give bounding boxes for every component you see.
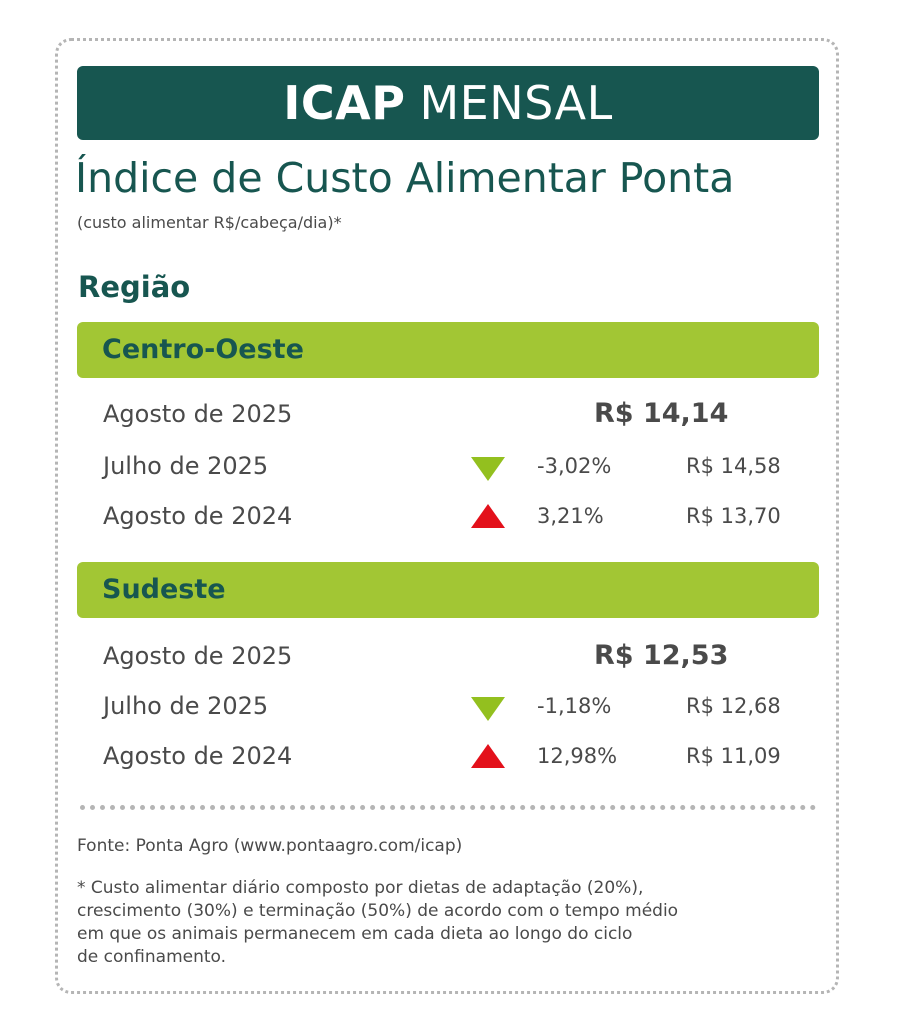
region-row-comparison: [0, 502, 916, 542]
region-label: Região: [78, 270, 191, 304]
region-name: Sudeste: [102, 574, 226, 605]
footnote-line: de confinamento.: [77, 947, 227, 967]
region-row-current: [0, 400, 916, 440]
source-note: Fonte: Ponta Agro (www.pontaagro.com/icap): [77, 836, 463, 856]
header-banner: [77, 66, 819, 140]
footnote-line: crescimento (30%) e terminação (50%) de acordo com o tempo médio: [77, 901, 679, 921]
row-period: Julho de 2025: [103, 692, 269, 720]
page-subtitle: (custo alimentar R$/cabeça/dia)*: [77, 213, 342, 232]
row-change: -1,18%: [537, 694, 612, 718]
row-value: R$ 14,58: [686, 454, 781, 478]
footnote: [77, 877, 797, 969]
triangle-up-icon: [471, 744, 505, 768]
row-period: Agosto de 2025: [103, 400, 293, 428]
row-value: R$ 12,68: [686, 694, 781, 718]
row-value: R$ 13,70: [686, 504, 781, 528]
region-row-comparison: [0, 742, 916, 782]
row-period: Agosto de 2024: [103, 502, 293, 530]
region-band-centro-oeste: [77, 322, 819, 378]
row-current-value: R$ 12,53: [594, 640, 729, 671]
region-row-current: [0, 642, 916, 682]
footnote-line: em que os animais permanecem em cada dieta ao longo do ciclo: [77, 924, 633, 944]
row-period: Julho de 2025: [103, 452, 269, 480]
page-title: Índice de Custo Alimentar Ponta: [75, 154, 735, 202]
row-change: 3,21%: [537, 504, 604, 528]
row-period: Agosto de 2025: [103, 642, 293, 670]
row-change: -3,02%: [537, 454, 612, 478]
row-current-value: R$ 14,14: [594, 398, 729, 429]
header-title-regular: MENSAL: [419, 76, 613, 130]
row-value: R$ 11,09: [686, 744, 781, 768]
triangle-down-icon: [471, 697, 505, 721]
header-title-bold: ICAP: [283, 76, 406, 130]
triangle-down-icon: [471, 457, 505, 481]
region-name: Centro-Oeste: [102, 334, 304, 365]
row-change: 12,98%: [537, 744, 618, 768]
row-period: Agosto de 2024: [103, 742, 293, 770]
region-row-comparison: [0, 692, 916, 732]
dotted-divider: [80, 805, 816, 810]
footnote-line: * Custo alimentar diário composto por dietas de adaptação (20%),: [77, 878, 644, 898]
region-row-comparison: [0, 452, 916, 492]
triangle-up-icon: [471, 504, 505, 528]
region-band-sudeste: [77, 562, 819, 618]
